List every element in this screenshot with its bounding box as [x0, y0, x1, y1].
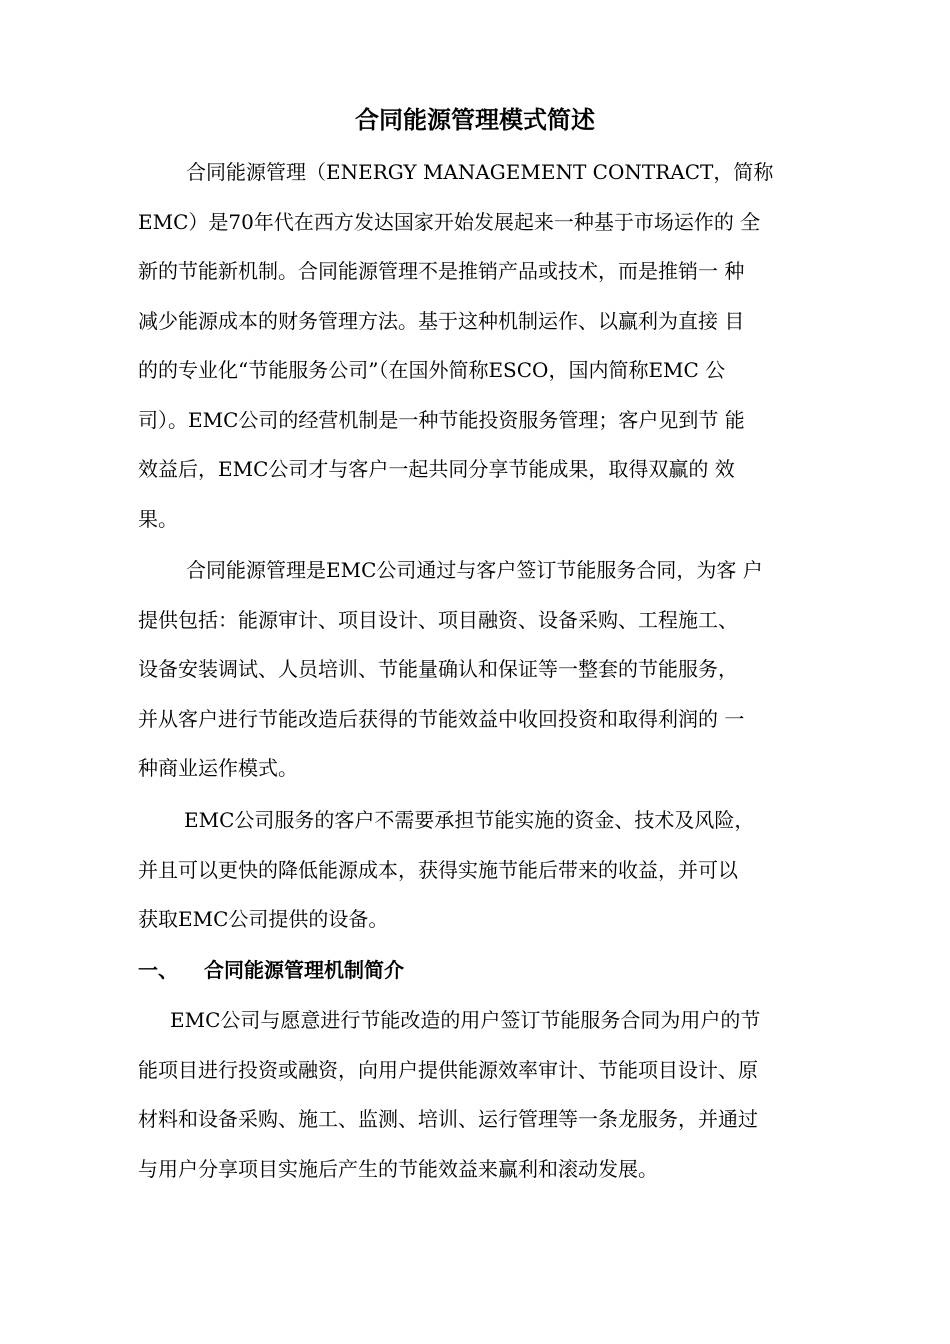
- paragraph-emc-definition: [138, 148, 832, 544]
- document-title: 合同能源管理模式简述: [355, 106, 595, 134]
- paragraph-line: 果。: [138, 506, 178, 531]
- paragraph-line: 获取EMC公司提供的设备。: [138, 907, 389, 931]
- paragraph-line: 设备安装调试、人员培训、节能量确认和保证等一整套的节能服务，: [138, 657, 738, 681]
- paragraph-line: 新的节能新机制。合同能源管理不是推销产品或技术，而是推销一 种: [138, 259, 745, 283]
- paragraph-line: 司）。EMC公司的经营机制是一种节能投资服务管理；客户见到节 能: [138, 407, 745, 432]
- section-heading-text: 合同能源管理机制简介: [204, 958, 404, 982]
- paragraph-line: 并且可以更快的降低能源成本，获得实施节能后带来的收益，并可以: [138, 857, 738, 882]
- paragraph-line: 与用户分享项目实施后产生的节能效益来赢利和滚动发展。: [138, 1156, 658, 1181]
- paragraph-line: 材料和设备采购、施工、监测、培训、运行管理等一条龙服务，并通过: [138, 1107, 758, 1131]
- paragraph-line: 种商业运作模式。: [138, 756, 298, 780]
- paragraph-line: 能项目进行投资或融资，向用户提供能源效率审计、节能项目设计、原: [138, 1057, 758, 1082]
- paragraph-line: EMC公司服务的客户不需要承担节能实施的资金、技术及风险，: [184, 808, 755, 832]
- paragraph-line: 减少能源成本的财务管理方法。基于这种机制运作、以赢利为直接 目: [138, 308, 745, 333]
- section-heading: [138, 946, 832, 996]
- paragraph-line: 提供包括：能源审计、项目设计、项目融资、设备采购、工程施工、: [138, 607, 738, 632]
- section-number: 一、: [138, 958, 178, 982]
- paragraph-emc-benefits: [138, 796, 832, 945]
- paragraph-emc-model: [138, 546, 832, 794]
- paragraph-line: EMC）是70年代在西方发达国家开始发展起来一种基于市场运作的 全: [138, 209, 761, 234]
- paragraph-line: 合同能源管理是EMC公司通过与客户签订节能服务合同，为客 户: [186, 558, 763, 582]
- paragraph-line: 并从客户进行节能改造后获得的节能效益中收回投资和取得利润的 一: [138, 706, 745, 731]
- paragraph-line: EMC公司与愿意进行节能改造的用户签订节能服务合同为用户的节: [170, 1008, 761, 1032]
- paragraph-line: 合同能源管理（ENERGY MANAGEMENT CONTRACT，简称: [186, 160, 774, 184]
- paragraph-line: 效益后，EMC公司才与客户一起共同分享节能成果，取得双赢的 效: [138, 457, 735, 481]
- paragraph-line: 的的专业化“节能服务公司”（在国外简称ESCO，国内简称EMC 公: [138, 358, 726, 382]
- paragraph-mechanism: [138, 996, 832, 1194]
